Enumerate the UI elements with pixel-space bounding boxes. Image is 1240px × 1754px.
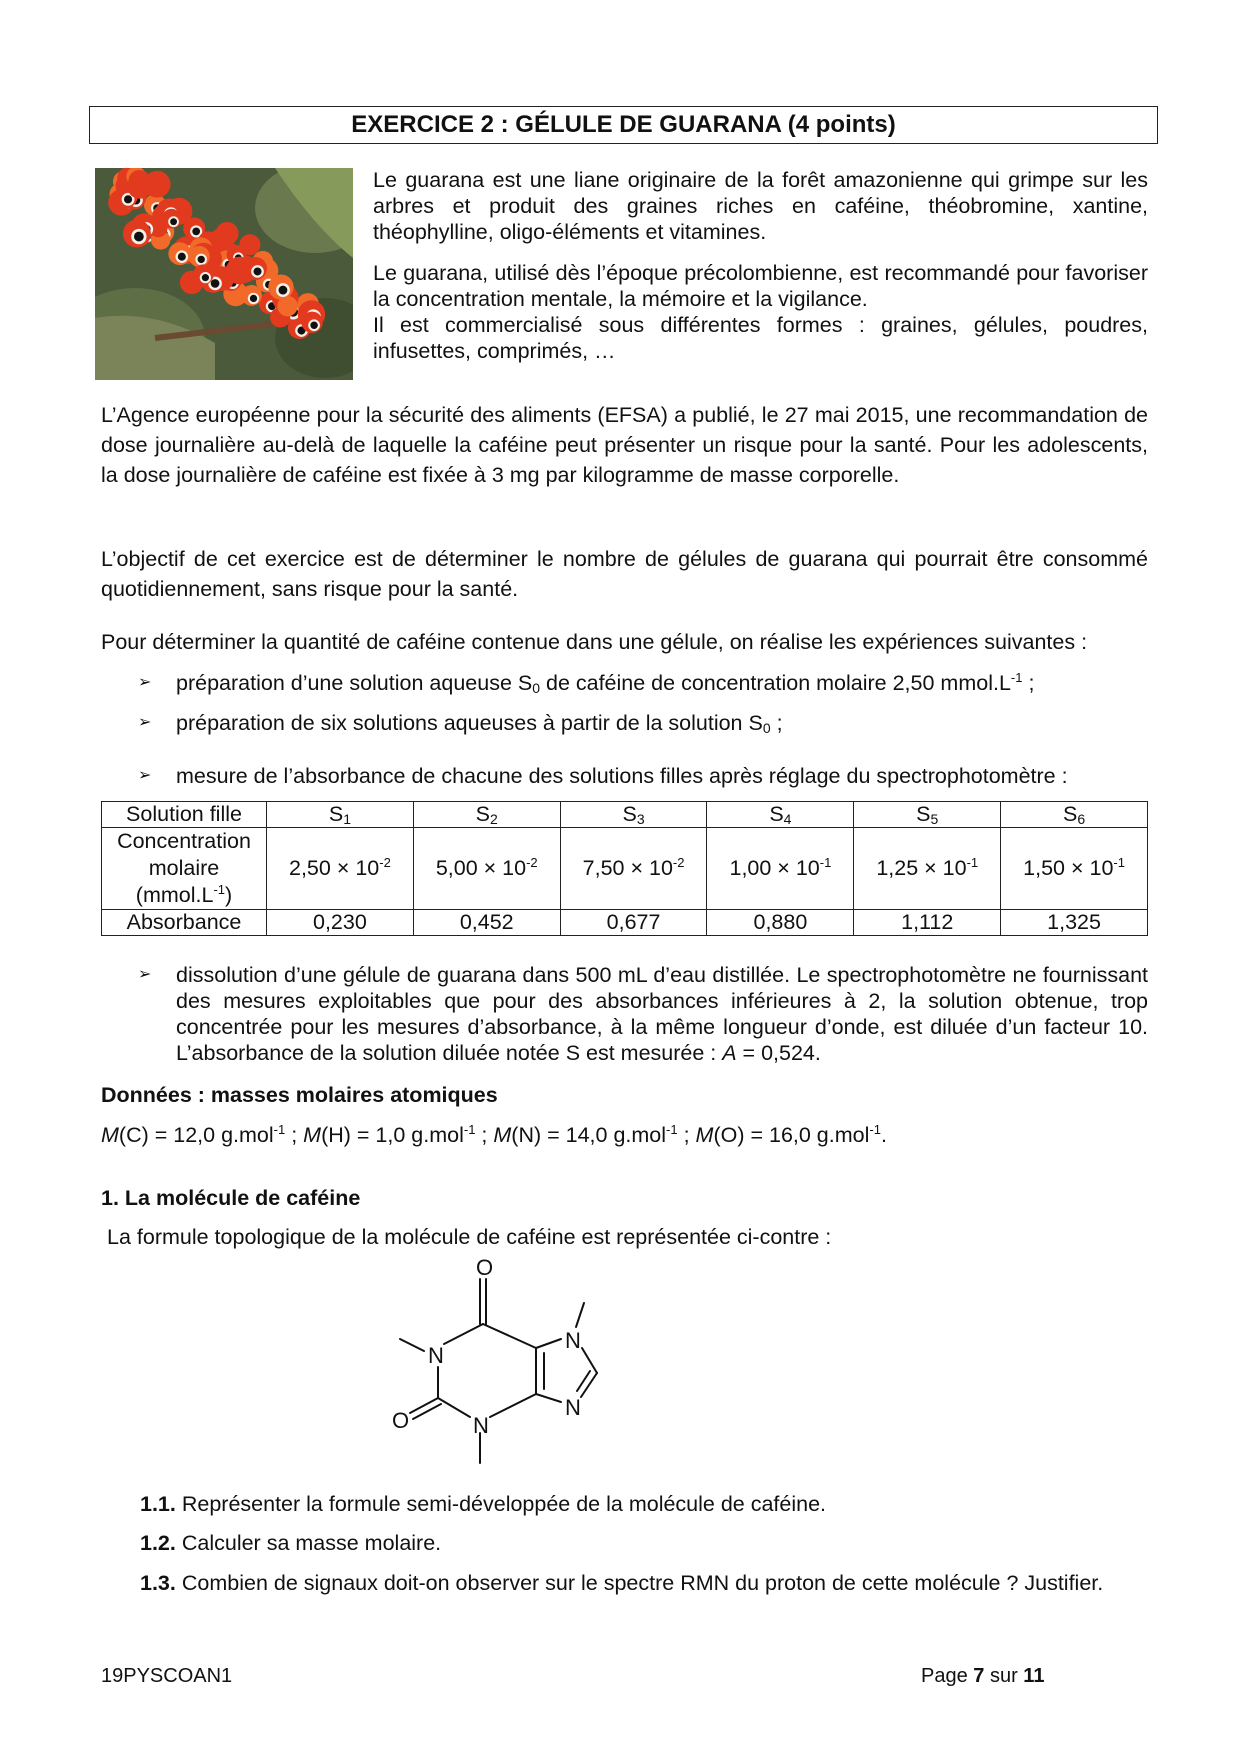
bullet-solution-s0: ➢ préparation d’une solution aqueuse $S_0$ de caféine de concentration molaire 2,50 $mmol.L^{-1}$ ; — [138, 670, 1035, 696]
table-row-concentration — [102, 828, 1148, 910]
table-cell-concentration: $5,00 \times 10^{-2}$ — [413, 828, 560, 910]
question-1-3: 1.3. Combien de signaux doit-on observer sur le spectre RMN du proton de cette molécule ? Justifier. — [140, 1571, 1104, 1595]
table-row-header — [102, 802, 1148, 828]
section-1-heading: 1. La molécule de caféine — [101, 1186, 361, 1210]
arrow-bullet-icon: ➢ — [138, 966, 152, 983]
nitrogen-atom-label: N — [565, 1328, 581, 1353]
nitrogen-atom-label: N — [473, 1413, 489, 1438]
absorbance-table — [101, 801, 1148, 936]
table-header-cell: $S_3$ — [560, 802, 707, 828]
table-cell-absorbance: 0,677 — [560, 910, 707, 936]
table-cell-absorbance: 0,452 — [413, 910, 560, 936]
table-cell-concentration: $1,25 \times 10^{-1}$ — [854, 828, 1001, 910]
arrow-bullet-icon: ➢ — [138, 767, 152, 784]
table-cell-absorbance: 1,112 — [854, 910, 1001, 936]
table-header-cell: $S_4$ — [707, 802, 854, 828]
table-cell-absorbance: 0,230 — [267, 910, 414, 936]
exercise-title: EXERCICE 2 : GÉLULE DE GUARANA (4 points) — [89, 106, 1158, 144]
objective-paragraph: L’objectif de cet exercice est de déterminer le nombre de gélules de guarana qui pourrait être consommé quotidiennement, sans risque pour la santé. — [101, 547, 1148, 601]
table-cell-absorbance: 1,325 — [1001, 910, 1148, 936]
document-code: 19PYSCOAN1 — [101, 1665, 233, 1687]
data-heading: Données : masses molaires atomiques — [101, 1083, 498, 1107]
section-1-intro: La formule topologique de la molécule de caféine est représentée ci-contre : — [107, 1225, 832, 1249]
table-absorbance-label: Absorbance — [102, 910, 267, 936]
oxygen-atom-label: O — [476, 1255, 494, 1280]
nitrogen-atom-label: N — [565, 1395, 581, 1420]
question-1-2: 1.2. Calculer sa masse molaire. — [140, 1531, 442, 1555]
intro-paragraph-3: Il est commercialisé sous différentes formes : graines, gélules, poudres, infusettes, comprimés, … — [373, 313, 1148, 363]
table-header-cell: $S_2$ — [413, 802, 560, 828]
table-cell-concentration: $1,00 \times 10^{-1}$ — [707, 828, 854, 910]
table-row-absorbance — [102, 910, 1148, 936]
table-header-cell: $S_1$ — [267, 802, 414, 828]
molar-masses-line: M(C) = 12,0 g.mol$^{-1}$ ; M(H) = 1,0 g.mol$^{-1}$ ; M(N) = 14,0 g.mol$^{-1}$ ; M(O) = 16,0 g.mol$^{-1}$. — [101, 1122, 887, 1147]
guarana-photo — [95, 168, 353, 380]
table-header-label: Solution fille — [102, 802, 267, 828]
intro-paragraph-2: Le guarana, utilisé dès l’époque précolombienne, est recommandé pour favoriser la concentration mentale, la mémoire et la vigilance. — [373, 261, 1148, 311]
question-1-1: 1.1. Représenter la formule semi-développée de la molécule de caféine. — [140, 1492, 827, 1516]
efsa-paragraph: L’Agence européenne pour la sécurité des aliments (EFSA) a publié, le 27 mai 2015, une recommandation de dose journalière au-delà de laquelle la caféine peut présenter un risque pour la santé. Pour les adolescents, la dose journalière de caféine est fixée à 3 mg par kilogramme de masse corporelle. — [101, 403, 1148, 487]
bullet-absorbance-measure: ➢ mesure de l’absorbance de chacune des solutions filles après réglage du spectrophotomètre : — [138, 764, 1068, 788]
caffeine-structure-diagram — [380, 1255, 640, 1487]
table-cell-absorbance: 0,880 — [707, 910, 854, 936]
table-cell-concentration: $7,50 \times 10^{-2}$ — [560, 828, 707, 910]
table-header-cell: $S_6$ — [1001, 802, 1148, 828]
table-cell-concentration: $2,50 \times 10^{-2}$ — [267, 828, 414, 910]
table-header-cell: $S_5$ — [854, 802, 1001, 828]
arrow-bullet-icon: ➢ — [138, 714, 152, 731]
page-number: Page 7 sur 11 — [921, 1665, 1045, 1687]
table-concentration-label: Concentration molaire $(mmol.L^{-1})$ — [102, 828, 267, 910]
bullet-six-solutions: ➢ préparation de six solutions aqueuses à partir de la solution $S_0$ ; — [138, 711, 783, 736]
intro-paragraph-1: Le guarana est une liane originaire de la forêt amazonienne qui grimpe sur les arbres et produit des graines riches en caféine, théobromine, xantine, théophylline, oligo-éléments et vitamines. — [373, 168, 1148, 244]
bullet-dissolution: ➢ dissolution d’une gélule de guarana dans 500 mL d’eau distillée. Le spectrophotomètre ne fournissant des mesures exploitables que pour des absorbances inférieures à 2, la solution obtenue, trop concentrée pour les mesures d’absorbance, à la même longueur d’onde, est diluée d’un facteur 10. L’absorbance de la solution diluée notée S est mesurée : A = 0,524. — [138, 963, 1148, 1065]
nitrogen-atom-label: N — [428, 1343, 444, 1368]
arrow-bullet-icon: ➢ — [138, 674, 152, 691]
experiments-intro: Pour déterminer la quantité de caféine contenue dans une gélule, on réalise les expériences suivantes : — [101, 630, 1088, 654]
oxygen-atom-label: O — [392, 1408, 410, 1433]
table-cell-concentration: $1,50 \times 10^{-1}$ — [1001, 828, 1148, 910]
